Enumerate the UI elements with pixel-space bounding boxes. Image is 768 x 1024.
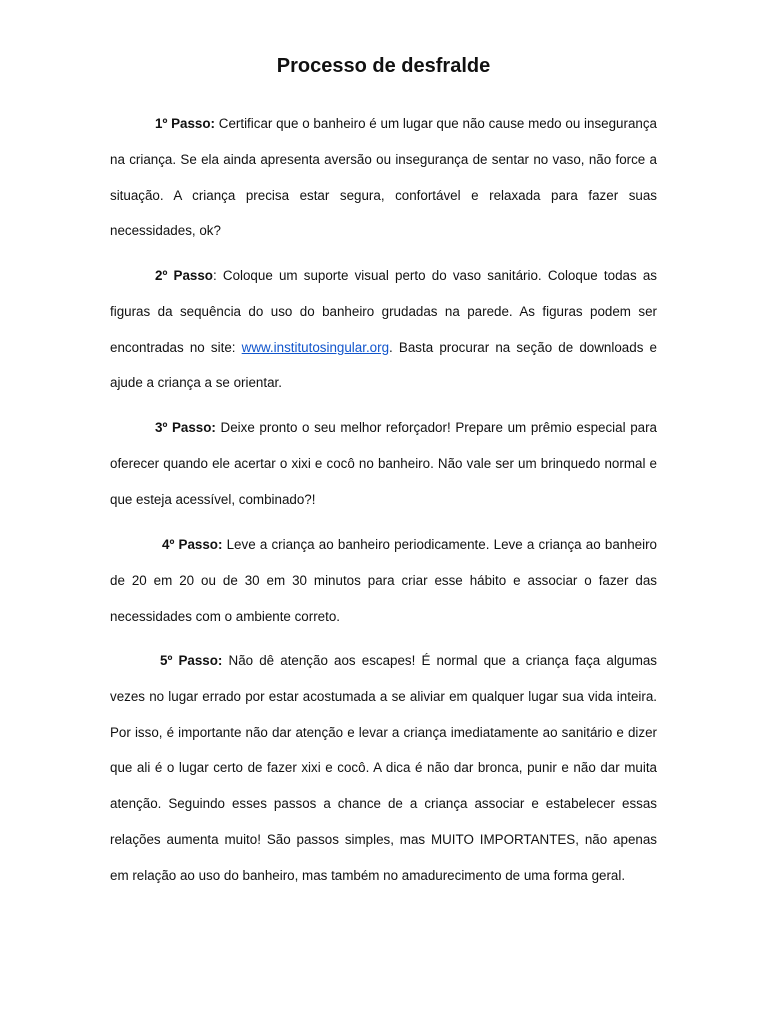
step-1-text: Certificar que o banheiro é um lugar que não cause medo ou insegurança na criança. Se ela ainda apresenta aversão ou insegurança de sentar no vaso, não force a situação. A criança precisa estar segura, confortável e relaxada para fazer suas necessidades, ok?	[110, 116, 657, 239]
institutosingular-link[interactable]: www.institutosingular.org	[241, 339, 390, 355]
step-4-paragraph	[110, 527, 657, 634]
step-1-label: 1º Passo:	[155, 116, 216, 131]
step-2-text-after-link: . Basta procurar na seção de downloads e ajude a criança a se orientar.	[110, 339, 657, 391]
step-5-paragraph	[110, 643, 657, 894]
step-2-text-before-link: : Coloque um suporte visual perto do vaso sanitário. Coloque todas as figuras da sequência do uso do banheiro grudadas na parede. As figuras podem ser encontradas no site:	[110, 268, 657, 355]
step-3-paragraph	[110, 410, 657, 517]
document-title: Processo de desfralde	[276, 55, 491, 77]
step-1-paragraph	[110, 106, 657, 249]
step-2-paragraph	[110, 258, 657, 401]
step-5-text: Não dê atenção aos escapes! É normal que a criança faça algumas vezes no lugar errado por estar acostumada a se aliviar em qualquer lugar sua vida inteira. Por isso, é importante não dar atenção e levar a criança imediatamente ao sanitário e dizer que ali é o lugar certo de fazer xixi e cocô. A dica é não dar bronca, punir e não dar muita atenção. Seguindo esses passos a chance de a criança associar e estabelecer essas relações aumenta muito! São passos simples, mas MUITO IMPORTANTES, não apenas em relação ao uso do banheiro, mas também no amadurecimento de uma forma geral.	[110, 653, 657, 883]
step-2-label: 2º Passo	[155, 268, 213, 283]
step-3-text: Deixe pronto o seu melhor reforçador! Prepare um prêmio especial para oferecer quando ele acertar o xixi e cocô no banheiro. Não vale ser um brinquedo normal e que esteja acessível, combinado?!	[110, 420, 657, 507]
step-5-label: 5º Passo:	[160, 653, 223, 668]
step-3-label: 3º Passo:	[155, 420, 216, 435]
step-4-text: Leve a criança ao banheiro periodicamente. Leve a criança ao banheiro de 20 em 20 ou de 30 em 30 minutos para criar esse hábito e associar o fazer das necessidades com o ambiente correto.	[110, 537, 657, 624]
step-4-label: 4º Passo:	[162, 537, 223, 552]
